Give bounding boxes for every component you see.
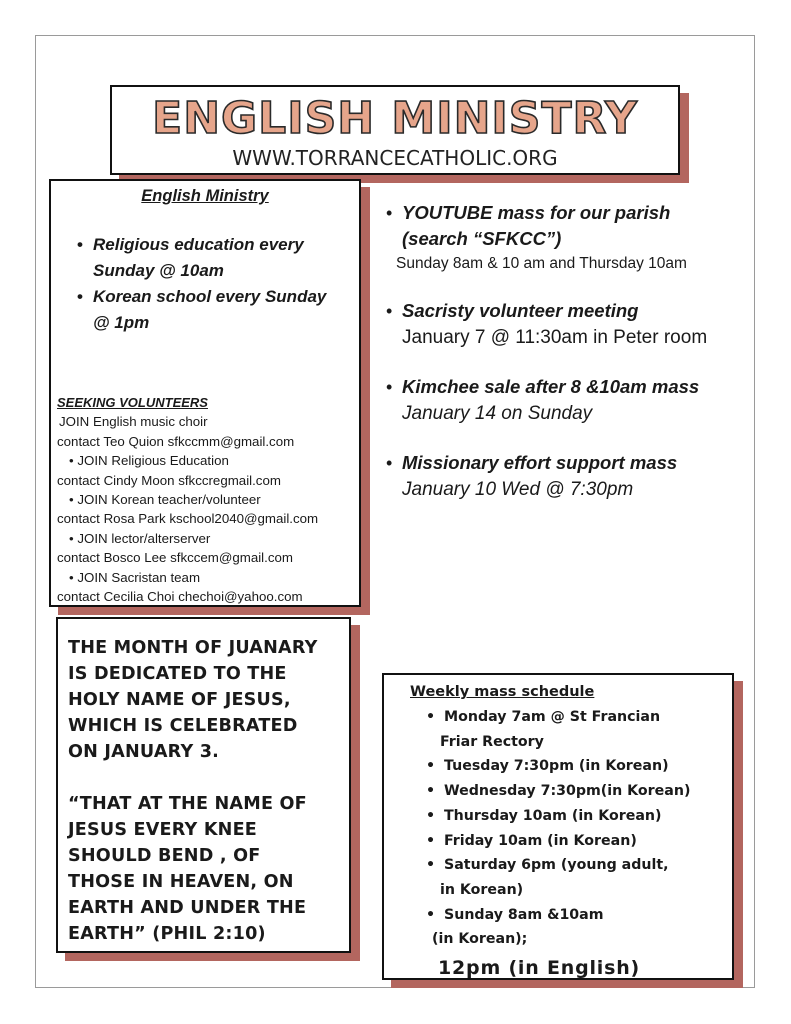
schedule-heading: Weekly mass schedule (410, 684, 595, 700)
schedule-list (410, 705, 724, 952)
volunteer-join: • JOIN Korean teacher/volunteer (69, 492, 261, 508)
schedule-item: • Sunday 8am &10am (in Korean); (426, 903, 724, 952)
ministry-list (57, 232, 353, 336)
bullet-icon: • (69, 492, 78, 508)
volunteers-section (57, 393, 355, 606)
volunteers-heading: SEEKING VOLUNTEERS (57, 395, 208, 410)
english-ministry-box (49, 179, 361, 607)
announcement-detail: January 14 on Sunday (402, 403, 593, 424)
schedule-item: • Saturday 6pm (young adult, in Korean) (426, 853, 724, 902)
page-title: ENGLISH MINISTRY (152, 93, 638, 144)
announcement-title: • Sacristy volunteer meeting (402, 300, 639, 321)
mass-schedule-box (382, 673, 734, 980)
volunteer-contact: contact Teo Quion sfkccmm@gmail.com (57, 433, 295, 449)
schedule-item: • Tuesday 7:30pm (in Korean) (426, 754, 724, 779)
announcement-youtube (386, 200, 756, 276)
ministry-item-line: Religious education every (93, 235, 304, 254)
ministry-item-line: Sunday @ 10am (93, 261, 224, 280)
volunteer-contact: contact Rosa Park kschool2040@gmail.com (57, 511, 319, 527)
schedule-item: • Wednesday 7:30pm(in Korean) (426, 779, 724, 804)
volunteer-contact: contact Cindy Moon sfkccregmail.com (57, 472, 281, 488)
website-url[interactable]: WWW.TORRANCECATHOLIC.ORG (232, 146, 558, 170)
volunteer-join: • JOIN Religious Education (69, 453, 229, 469)
announcement-title: • Kimchee sale after 8 &10am mass (402, 376, 700, 397)
announcements-list (386, 200, 756, 526)
ministry-item-line: Korean school every Sunday (93, 287, 327, 306)
announcement-title: • YOUTUBE mass for our parish (402, 202, 671, 223)
bullet-icon: • (69, 569, 78, 585)
volunteer-join: JOIN English music choir (59, 414, 208, 430)
announcement-missionary (386, 450, 756, 504)
volunteer-join: • JOIN lector/alterserver (69, 530, 211, 546)
bullet-icon: • (69, 530, 78, 546)
announcement-title: • Missionary effort support mass (402, 452, 678, 473)
list-item (77, 232, 353, 284)
schedule-item: • Thursday 10am (in Korean) (426, 804, 724, 829)
holy-name-dedication: THE MONTH OF JUANARY IS DEDICATED TO THE HOLY NAME OF JESUS, WHICH IS CELEBRATED ON JANUARY 3. (68, 638, 318, 762)
schedule-item: • Monday 7am @ St Francian Friar Rectory (426, 705, 724, 754)
schedule-item: • Friday 10am (in Korean) (426, 829, 724, 854)
header-banner (110, 85, 680, 175)
volunteer-join: • JOIN Sacristan team (69, 569, 201, 585)
announcement-detail: Sunday 8am & 10 am and Thursday 10am (396, 255, 687, 272)
scripture-quote: “THAT AT THE NAME OF JESUS EVERY KNEE SHOULD BEND , OF THOSE IN HEAVEN, ON EARTH AND UNDER THE EARTH” (PHIL 2:10) (68, 794, 307, 944)
announcement-kimchee (386, 374, 756, 428)
volunteer-contact: contact Bosco Lee sfkccem@gmail.com (57, 550, 293, 566)
announcement-detail: January 7 @ 11:30am in Peter room (402, 327, 708, 348)
ministry-item-line: @ 1pm (93, 313, 150, 332)
holy-name-box (56, 617, 351, 953)
volunteer-contact: contact Cecilia Choi chechoi@yahoo.com (57, 589, 303, 605)
list-item (77, 284, 353, 336)
english-mass-time: 12pm (in English) (438, 957, 641, 980)
ministry-heading: English Ministry (141, 187, 269, 205)
announcement-sacristy (386, 298, 756, 352)
announcement-title: (search “SFKCC”) (402, 228, 562, 249)
bullet-icon: • (69, 453, 78, 469)
announcement-detail: January 10 Wed @ 7:30pm (402, 479, 634, 500)
